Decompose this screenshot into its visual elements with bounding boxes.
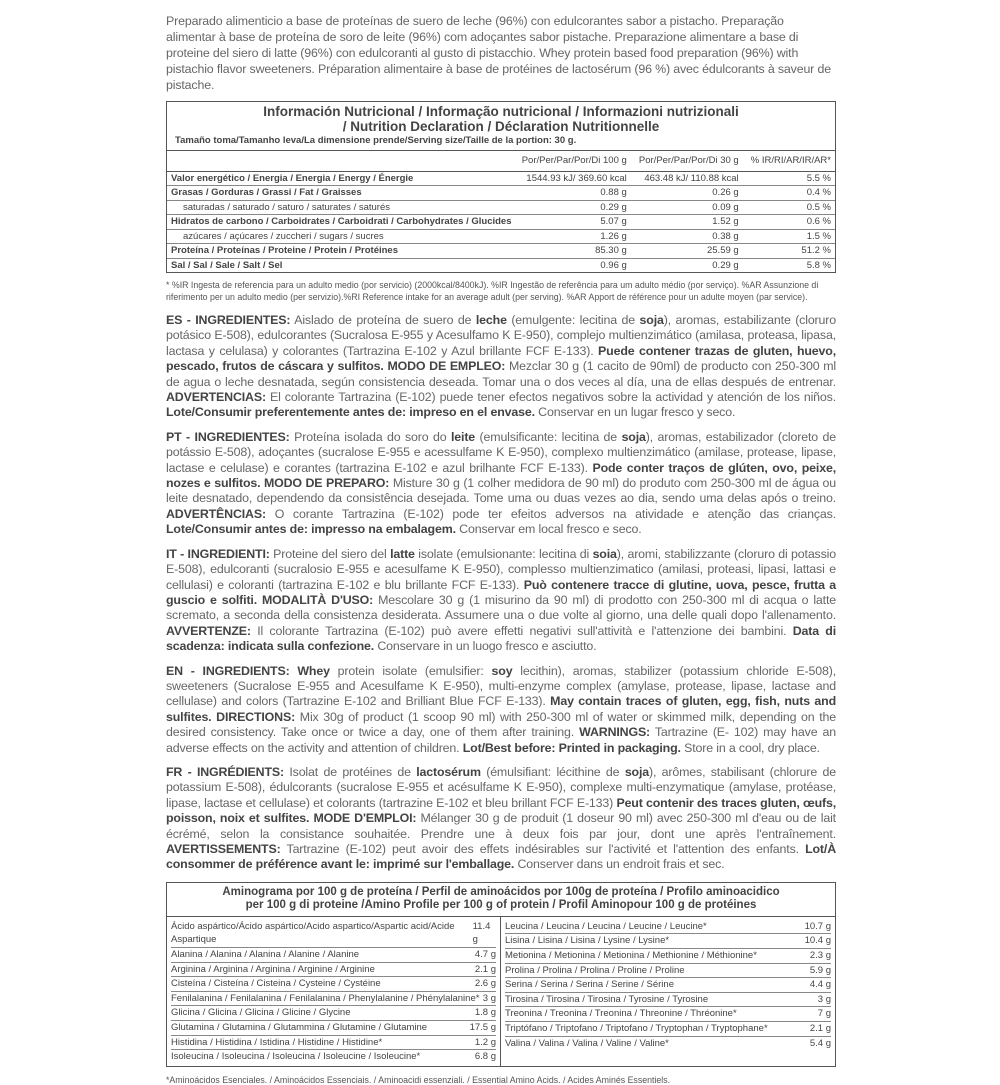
nutrient-per100: 0.96 g [600,259,627,271]
amino-title-line1: Aminograma por 100 g de proteína / Perfil de aminoácidos por 100g de proteína / Profilo aminoacidico [222,885,780,898]
ing-label: AVERTISSEMENTS: [166,842,281,856]
ing-text: Proteine del siero del [269,546,391,561]
nutrient-per30: 0.09 g [631,200,743,215]
nutrient-per30: 0.26 g [631,186,743,201]
nutrient-name: Valor energético / Energia / Energia / Energy / Énergie [167,171,516,186]
amino-name: Histidina / Histidina / Istidina / Histidine / Histidine* [171,1036,383,1048]
amino-name: Alanina / Alanina / Alanina / Alanine / Alanine [171,949,360,960]
nutrient-per100: 85.30 g [516,244,631,259]
ing-text: Conservare in un luogo fresco e asciutto. [374,639,597,654]
nutrient-ri: 5.5 % [743,171,835,186]
ing-label: EN - INGREDIENTS: [166,663,290,678]
amino-name: Triptófano / Triptofano / Triptofano / Tryptophan / Tryptophane* [505,1022,768,1034]
ing-label: Puede contener trazas de gluten, huevo, pescado, frutos de cáscara y sulfitos. MODO DE EMPLEO: [166,343,836,374]
ing-text: (emulsificante: lecitina de [475,429,622,444]
ing-text: Isolat de protéines de [283,764,417,779]
ing-text: Mescolare 30 g (1 misurino da 90 ml) di prodotto con 250-300 ml di acqua o latte scremato, a seconda della consistenza desiderata. Assumere una o due volte al giorno, una delle quali dopo l'allenamento. [166,592,836,623]
nutrient-per30: 1.52 g [631,215,743,230]
ing-text: lecithin), aromas, stabilizer (potassium chloride E-508), sweeteners (Sucralose E-955 and Acesulfame K E-950), multi-enzyme complex (amylase, protease, lipase, lactase and cellulase) and colors (Tartrazine E-102 and Brilliant Blue FCF E-133). [166,663,836,709]
ing-label: ADVERTENCIAS: [166,390,266,405]
amino-row [171,1050,496,1064]
ing-allergen: leite [451,429,476,444]
amino-value: 5.4 g [809,1037,831,1049]
ing-text: ), aromas, estabilizador (cloreto de potássio E-508), adoçantes (sucralose E-955 e acessulfame K E-950), complexo multienzimático (amilase, protease, lipase, lactase e celulase) e corantes (tartrazina E-102 e azul brilhante FCF E-133). [166,429,836,475]
ing-text: protein isolate (emulsifier: [329,663,492,678]
amino-row [171,992,496,1007]
ing-text: Mezclar 30 g (1 cacito de 90ml) de producto con 250-300 ml de agua o leche desnatada, según consistencia deseada. Tomar una o dos veces al día, una de ellas después de entrenar. [166,359,836,389]
ing-text: ), aromas, estabilizante (cloruro potásico E-508), edulcorantes (Sucralosa E-955 y Acesulfamo K E-950), complejo multienzimático (amilasa, proteasa, lipasa, lactasa y celulasa) y colorantes (Tartrazina E-102 y Azul brillante FCF E-133). [166,313,836,358]
amino-value: 5.9 g [809,964,831,976]
ing-text: Mix 30g of product (1 scoop 90 ml) with 250-300 ml of water or skimmed milk, depending on the desired consistency. Take once or twice a day, one of them after training. [166,709,837,740]
amino-name: Arginina / Arginina / Arginina / Arginine / Arginine [171,963,375,975]
amino-footnote: *Aminoácidos Esenciales. / Aminoácidos Essenciais. / Aminoacidi essenziali. / Essential Amino Acids. / Acides Aminés Essentiels. [166,1074,671,1085]
nutrient-per30: 463.48 kJ/ 110.88 kcal [631,171,743,186]
ing-label: Peut contenir des traces gluten, œufs, poisson, noix et sulfites. MODE D'EMPLOI: [166,795,837,826]
nutrient-ri: 0.5 % [743,200,835,215]
nutrient-per30: 0.29 g [712,259,739,271]
amino-name: Lisina / Lisina / Lisina / Lysine / Lysine* [505,935,670,947]
ing-label: ES - INGREDIENTES: [166,313,291,327]
nutrient-per100: 1.26 g [516,229,631,244]
ingredients-it [166,547,836,655]
amino-row [505,993,831,1008]
ing-allergen: soy [491,663,513,678]
amino-row [505,1037,831,1051]
nutrition-row-energy [167,171,835,186]
amino-name: Prolina / Prolina / Prolina / Proline / Proline [505,964,685,976]
amino-row [171,1036,496,1051]
nutrition-row-salt [167,258,835,272]
ing-text: (emulgente: lecitina de [506,313,640,327]
amino-name: Glutamina / Glutamina / Glutammina / Glutamine / Glutamine [171,1021,428,1033]
ing-text: Tartrazine (E- 102) may have an adverse effects on the activity and attention of children. [166,725,836,755]
amino-table-box [166,882,836,1067]
nutrition-table [167,150,835,272]
header-ri: % IR/RI/AR/IR/AR* [743,151,835,172]
ing-text: O corante Tartrazina (E-102) pode ter efeitos adversos na atividade e atenção das crianças. [265,506,836,521]
amino-row [505,920,831,935]
ing-allergen: lactosérum [416,764,481,779]
nutrition-row-sugars [167,229,835,244]
amino-value: 6.8 g [474,1051,496,1063]
ing-label: ADVERTÊNCIAS: [166,506,266,521]
amino-row [505,1022,831,1037]
amino-title-line2: per 100 g di proteine /Amino Profile per 100 g of protein / Profil Aminopour 100 g de protéines [245,898,757,911]
ing-label: May contain traces of gluten, egg, fish, nuts and sulfites. DIRECTIONS: [166,694,836,724]
ing-text: Proteína isolada do soro do [289,429,451,444]
nutrient-per30: 25.59 g [631,244,743,259]
nutrient-name: Sal / Sal / Sale / Salt / Sel [171,259,283,271]
nutrient-per100: 1544.93 kJ/ 369.60 kcal [516,171,631,186]
amino-value: 17.5 g [469,1021,496,1033]
amino-column-left [167,917,501,1066]
ing-label: IT - INGREDIENTI: [166,546,270,561]
ing-label: PT - INGREDIENTES: [166,429,290,444]
amino-row [505,964,831,979]
nutrient-ri: 5.8 % [806,259,831,271]
ing-text: Conserver dans un endroit frais et sec. [514,857,725,872]
nutrient-name: azúcares / açúcares / zuccheri / sugars / sucres [167,229,516,244]
amino-name: Serina / Serina / Serina / Serine / Sérine [505,979,674,991]
amino-name: Tirosina / Tirosina / Tirosina / Tyrosine / Tyrosine [505,993,709,1005]
nutrition-header-row [167,151,835,172]
amino-name: Glicina / Glicina / Glicina / Glicine / Glycine [171,1007,351,1019]
ing-text: isolate (emulsionante: lecitina di [414,546,593,561]
amino-name: Leucina / Leucina / Leucina / Leucine / Leucine* [505,920,707,932]
amino-row [171,977,496,992]
nutrient-ri: 0.4 % [743,186,835,201]
amino-value: 1.2 g [474,1036,496,1048]
ing-allergen: soja [639,313,664,327]
ingredients-en [166,664,836,756]
ing-label: WARNINGS: [579,725,651,740]
nutrition-title-line2: / Nutrition Declaration / Déclaration Nutritionnelle [342,119,660,134]
amino-title [167,883,835,917]
ing-label: Lote/Consumir antes de: impresso na embalagem. [166,522,456,537]
amino-columns [167,917,835,1066]
amino-name: Fenilalanina / Fenilalanina / Fenilalanina / Phenylalanine / Phénylalanine* [171,992,480,1004]
ing-text: Store in a cool, dry place. [680,740,820,755]
ing-text: El colorante Tartrazina (E-102) puede tener efectos negativos sobre la actividad y atención de los niños. [265,390,836,405]
ing-text: ), aromi, stabilizzante (cloruro di potassio E-508), edulcoranti (sucralosio E-955 e acesulfame K E-950), complesso multienzimatico (amilasi, proteasi, lipasi, lattasi e cellulasi) e coloranti (tartrazina E-102 e blu brillante FCF E-133). [166,546,836,592]
ing-label: AVVERTENZE: [166,623,251,638]
nutrition-row-carbs [167,215,835,230]
nutrient-per30: 0.38 g [631,229,743,244]
ing-text: (émulsifiant: lécithine de [480,764,625,779]
amino-column-right [501,917,835,1066]
ing-text: Mélanger 30 g de produit (1 doseur 90 ml) avec 250-300 ml d'eau ou de lait écrémé, selon la consistance souhaitée. Prendre une à deux fois par jour, dont une après l'entraînement. [166,811,836,841]
nutrient-ri: 0.6 % [743,215,835,230]
amino-value: 3 g [817,993,831,1005]
amino-value: 10.4 g [804,935,831,947]
label-document [166,13,836,1085]
ing-allergen: soja [624,764,650,779]
ing-text: Tartrazine (E-102) peut avoir des effets indésirables sur l'activité et l'attention des enfants. [280,842,806,856]
amino-name: Treonina / Treonina / Treonina / Threonine / Thréonine* [505,1008,737,1020]
amino-row [171,948,496,963]
nutrition-title [167,102,835,134]
amino-row [505,949,831,964]
ing-text: Conservar en un lugar fresco y seco. [534,405,736,420]
amino-name: Valina / Valina / Valina / Valine / Valine* [505,1037,669,1049]
ing-allergen: latte [390,546,415,561]
header-empty [167,151,516,172]
nutrient-per100: 0.88 g [516,186,631,201]
amino-row [171,920,496,948]
ingredients-pt [166,430,836,538]
amino-value: 4.7 g [474,949,496,960]
ing-allergen: soia [592,546,617,561]
nutrition-row-protein [167,244,835,259]
ing-label: FR - INGRÉDIENTS: [166,764,284,779]
nutrient-per100: 0.29 g [516,200,631,215]
amino-row [505,1007,831,1022]
ing-label: Pode conter traços de glúten, ovo, peixe, nozes e sulfitos. MODO DE PREPARO: [166,460,836,491]
ing-text: Conservar em local fresco e seco. [455,522,642,537]
amino-row [171,963,496,978]
serving-size: Tamaño toma/Tamanho leva/La dimensione prende/Serving size/Taille de la portion: 30 g. [175,135,577,146]
ingredients-fr [166,765,836,873]
amino-value: 7 g [817,1008,831,1020]
product-description: Preparado alimenticio a base de proteínas de suero de leche (96%) con edulcorantes sabor a pistacho. Preparação alimentar à base de proteína de soro de leite (96%) com adoçantes sabor pistache. Preparazione alimentare a base di proteine del siero di latte (96%) con edulcoranti al gusto di pistacchio. Whey protein based food preparation (96%) with pistachio flavor sweeteners. Préparation alimentaire à base de protéines de lactosérum (96 %) avec édulcorants à saveur de pistache. [166,14,831,92]
amino-value: 1.8 g [474,1007,496,1019]
ing-label: Lote/Consumir preferentemente antes de: impreso en el envase. [166,405,535,420]
amino-value: 4.4 g [809,979,831,991]
header-per100: Por/Per/Par/Por/Di 100 g [516,151,631,172]
nutrient-name: saturadas / saturado / saturo / saturates / saturés [167,200,516,215]
amino-value: 3 g [482,992,496,1004]
nutrient-ri: 1.5 % [743,229,835,244]
nutrition-row-saturates [167,200,835,215]
amino-value: 2.1 g [809,1022,831,1034]
ing-allergen: leche [475,313,507,327]
ing-text: Il colorante Tartrazina (E-102) può avere effetti negativi sull'attività e l'attenzione dei bambini. [250,623,793,638]
nutrient-name: Grasas / Gorduras / Grassi / Fat / Graisses [167,186,516,201]
nutrition-row-fat [167,186,835,201]
amino-row [505,978,831,993]
nutrient-ri: 51.2 % [743,244,835,259]
nutrient-name: Hidratos de carbono / Carboidrates / Carboidrati / Carbohydrates / Glucides [167,215,516,230]
amino-row [505,934,831,949]
amino-row [171,1006,496,1021]
ingredients-es [166,313,836,421]
ing-allergen: Whey [297,663,330,678]
ing-label: Data di scadenza: indicata sulla confezione. [166,623,836,654]
ing-text: ), arômes, stabilisant (chlorure de potassium E-508), édulcorants (sucralose E-955 et acésulfame K E-950), complexe multi-enzymatique (amylase, protéase, lipase, lactase et cellulase) et colorants (tartrazine E-102 et bleu brillant FCF E-133) [166,764,837,810]
ing-text: Misture 30 g (1 colher medidora de 90 ml) do produto com 250-300 ml de água ou leite desnatado, dependendo da consistência desejada. Tome uma ou duas vezes ao dia, sendo uma delas após o treino. [166,476,837,506]
ing-label: Può contenere tracce di glutine, uova, pesce, frutta a guscio e solfiti. MODALITÀ D'USO: [166,577,836,607]
nutrient-per100: 5.07 g [516,215,631,230]
ing-allergen: soja [621,429,646,444]
amino-name: Cisteína / Cisteína / Cisteina / Cysteine / Cystéine [171,978,381,990]
amino-name: Isoleucina / Isoleucina / Isoleucina / Isoleucine / Isoleucine* [171,1051,421,1063]
ing-label: Lot/À consommer de préférence avant le: imprimé sur l'emballage. [166,842,836,872]
ing-label: Lot/Best before: Printed in packaging. [462,740,681,755]
ing-text: Aislado de proteína de suero de [290,313,476,327]
nutrition-title-line1: Información Nutricional / Informação nutricional / Informazioni nutrizionali [263,104,739,119]
header-per30: Por/Per/Par/Por/Di 30 g [631,151,743,172]
amino-row [171,1021,496,1036]
nutrient-name: Proteína / Proteínas / Proteine / Protein / Protéines [167,244,516,259]
amino-value: 2.6 g [474,978,496,990]
amino-value: 11.4 g [472,920,491,946]
amino-value: 2.3 g [809,950,831,961]
nutrition-table-box [166,101,836,273]
amino-value: 10.7 g [804,920,831,932]
nutrition-footnote: * %IR Ingesta de referencia para un adulto medio (por servicio) (2000kcal/8400kJ). %IR Ingestão de referência para um adulto médio (por serviço). %AR Assunzione di riferimento per un adulto medio (per servizio).%RI Reference intake for an average adult (per serving). %AR Apport de référence pour un adulte moyen (par service). [166,280,819,302]
amino-name: Metionina / Metionina / Metionina / Methionine / Méthionine* [505,950,757,961]
amino-name: Ácido aspártico/Ácido aspártico/Acido aspartico/Aspartic acid/Acide Aspartique [171,920,455,946]
amino-value: 2.1 g [474,963,496,975]
